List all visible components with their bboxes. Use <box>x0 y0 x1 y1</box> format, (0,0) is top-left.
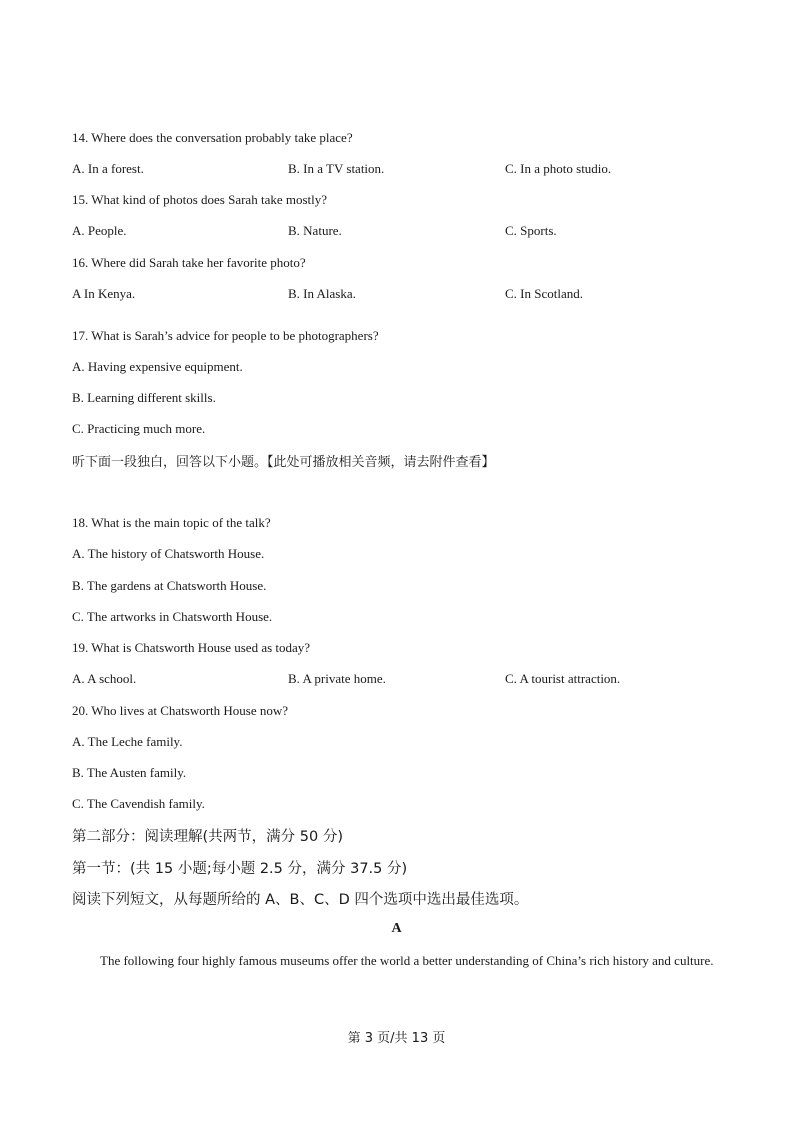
option-b: B. In a TV station. <box>288 161 385 176</box>
question-20: 20. Who lives at Chatsworth House now? <box>72 703 289 718</box>
option-c: C. Sports. <box>505 223 557 238</box>
option-b: B. Nature. <box>288 223 342 238</box>
passage-intro: The following four highly famous museums offer the world a better understanding of China’s rich history and culture. <box>100 953 714 968</box>
reading-instruction: 阅读下列短文，从每题所给的 A、B、C、D 四个选项中选出最佳选项。 <box>72 892 529 908</box>
option-a: A. In a forest. <box>72 161 144 176</box>
option-c: C. The Cavendish family. <box>72 796 205 811</box>
options-14 <box>72 161 732 179</box>
options-15 <box>72 223 732 241</box>
option-b: B. A private home. <box>288 671 386 686</box>
option-a: A. The history of Chatsworth House. <box>72 546 265 561</box>
option-b: B. The Austen family. <box>72 765 187 780</box>
question-17: 17. What is Sarah’s advice for people to be photographers? <box>72 328 379 343</box>
option-a: A. The Leche family. <box>72 734 183 749</box>
options-16 <box>72 286 732 304</box>
question-15: 15. What kind of photos does Sarah take mostly? <box>72 192 328 207</box>
option-c: C. Practicing much more. <box>72 421 206 436</box>
options-19 <box>72 671 732 689</box>
section-title: 第一节：(共 15 小题;每小题 2.5 分，满分 37.5 分) <box>72 861 408 877</box>
monologue-instruction: 听下面一段独白，回答以下小题。【此处可播放相关音频，请去附件查看】 <box>72 455 495 470</box>
page-footer: 第 3 页/共 13 页 <box>347 1031 446 1046</box>
question-18: 18. What is the main topic of the talk? <box>72 515 271 530</box>
question-19: 19. What is Chatsworth House used as today? <box>72 640 311 655</box>
option-b: B. In Alaska. <box>288 286 356 301</box>
question-16: 16. Where did Sarah take her favorite photo? <box>72 255 306 270</box>
part-title: 第二部分：阅读理解(共两节，满分 50 分) <box>72 829 343 845</box>
option-c: C. In a photo studio. <box>505 161 612 176</box>
question-14: 14. Where does the conversation probably take place? <box>72 130 353 145</box>
option-c: C. The artworks in Chatsworth House. <box>72 609 273 624</box>
passage-letter: A <box>391 921 402 936</box>
option-c: C. In Scotland. <box>505 286 583 301</box>
option-a: A. Having expensive equipment. <box>72 359 243 374</box>
option-c: C. A tourist attraction. <box>505 671 621 686</box>
option-b: B. Learning different skills. <box>72 390 216 405</box>
option-a: A In Kenya. <box>72 286 136 301</box>
option-b: B. The gardens at Chatsworth House. <box>72 578 267 593</box>
option-a: A. People. <box>72 223 127 238</box>
option-a: A. A school. <box>72 671 137 686</box>
